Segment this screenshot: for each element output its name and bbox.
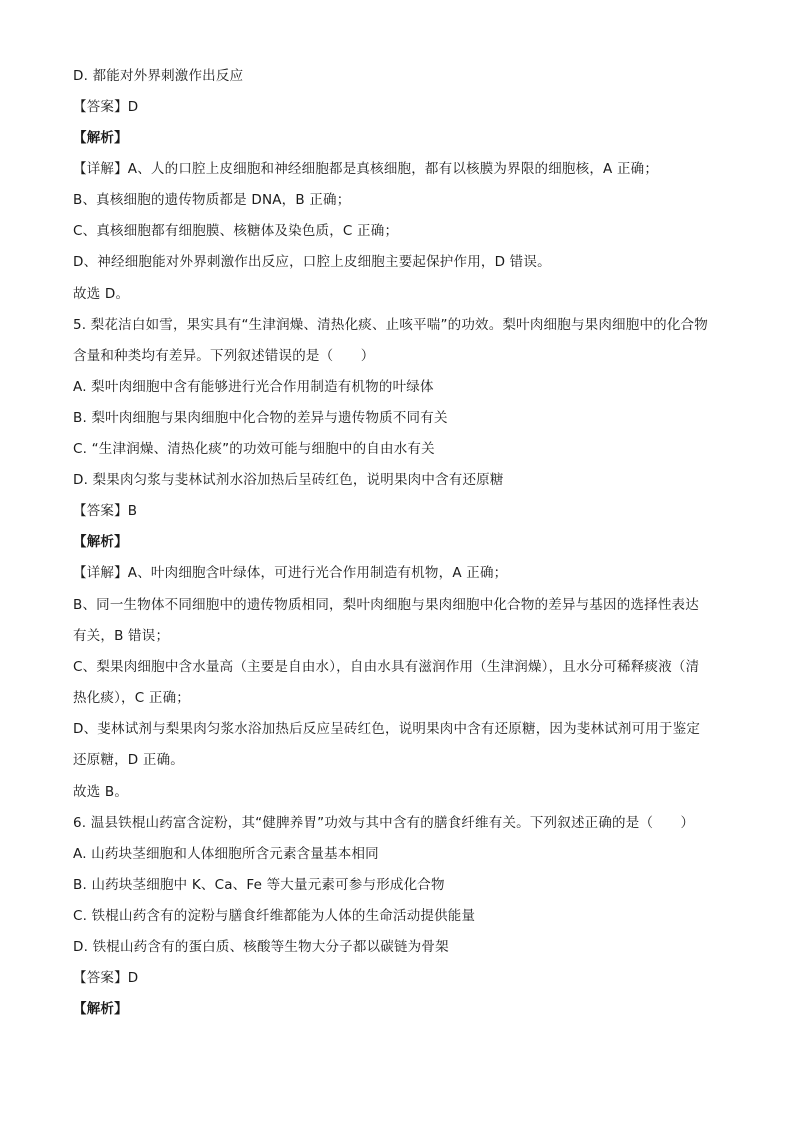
explanation-line: B、真核细胞的遗传物质都是 DNA，B 正确；	[73, 192, 351, 208]
answer-label-q4: 【答案】D	[73, 99, 139, 115]
answer-label-q6: 【答案】D	[73, 970, 139, 986]
option-a-q6: A. 山药块茎细胞和人体细胞所含元素含量基本相同	[73, 846, 379, 862]
option-a-q5: A. 梨叶肉细胞中含有能够进行光合作用制造有机物的叶绿体	[73, 379, 434, 395]
question-5-stem-cont: 含量和种类均有差异。下列叙述错误的是（ ）	[73, 348, 375, 364]
analysis-label-q6: 【解析】	[73, 1001, 128, 1017]
explanation-line: D、斐林试剂与梨果肉匀浆水浴加热后反应呈砖红色，说明果肉中含有还原糖，因为斐林试剂可用于鉴定	[73, 721, 701, 737]
option-c-q5: C. “生津润燥、清热化痰”的功效可能与细胞中的自由水有关	[73, 441, 435, 457]
explanation-line: 有关，B 错误；	[73, 628, 170, 644]
question-5-stem: 5. 梨花洁白如雪，果实具有“生津润燥、清热化痰、止咳平喘”的功效。梨叶肉细胞与果肉细胞中的化合物	[73, 317, 708, 333]
explanation-line: 还原糖，D 正确。	[73, 752, 184, 768]
explanation-line: B、同一生物体不同细胞中的遗传物质相同，梨叶肉细胞与果肉细胞中化合物的差异与基因的选择性表达	[73, 597, 699, 613]
option-d-q6: D. 铁棍山药含有的蛋白质、核酸等生物大分子都以碳链为骨架	[73, 939, 449, 955]
explanation-line: D、神经细胞能对外界刺激作出反应，口腔上皮细胞主要起保护作用，D 错误。	[73, 254, 551, 270]
option-d-q4: D. 都能对外界刺激作出反应	[73, 68, 244, 84]
question-6-stem: 6. 温县铁棍山药富含淀粉，其“健脾养胃”功效与其中含有的膳食纤维有关。下列叙述正确的是（ ）	[73, 815, 695, 831]
analysis-label-q5: 【解析】	[73, 534, 128, 550]
explanation-line: 【详解】A、叶肉细胞含叶绿体，可进行光合作用制造有机物，A 正确；	[73, 565, 508, 581]
option-b-q6: B. 山药块茎细胞中 K、Ca、Fe 等大量元素可参与形成化合物	[73, 877, 445, 893]
conclusion-q5: 故选 B。	[73, 784, 129, 800]
explanation-line: C、真核细胞都有细胞膜、核糖体及染色质，C 正确；	[73, 223, 399, 239]
analysis-label-q4: 【解析】	[73, 130, 128, 146]
option-c-q6: C. 铁棍山药含有的淀粉与膳食纤维都能为人体的生命活动提供能量	[73, 908, 476, 924]
explanation-line: 【详解】A、人的口腔上皮细胞和神经细胞都是真核细胞，都有以核膜为界限的细胞核，A 正确；	[73, 161, 659, 177]
conclusion-q4: 故选 D。	[73, 286, 130, 302]
explanation-line: C、梨果肉细胞中含水量高（主要是自由水），自由水具有滋润作用（生津润燥），且水分可稀释痰液（清	[73, 659, 700, 675]
explanation-line: 热化痰），C 正确；	[73, 690, 190, 706]
option-b-q5: B. 梨叶肉细胞与果肉细胞中化合物的差异与遗传物质不同有关	[73, 410, 448, 426]
option-d-q5: D. 梨果肉匀浆与斐林试剂水浴加热后呈砖红色，说明果肉中含有还原糖	[73, 472, 504, 488]
answer-label-q5: 【答案】B	[73, 503, 138, 519]
